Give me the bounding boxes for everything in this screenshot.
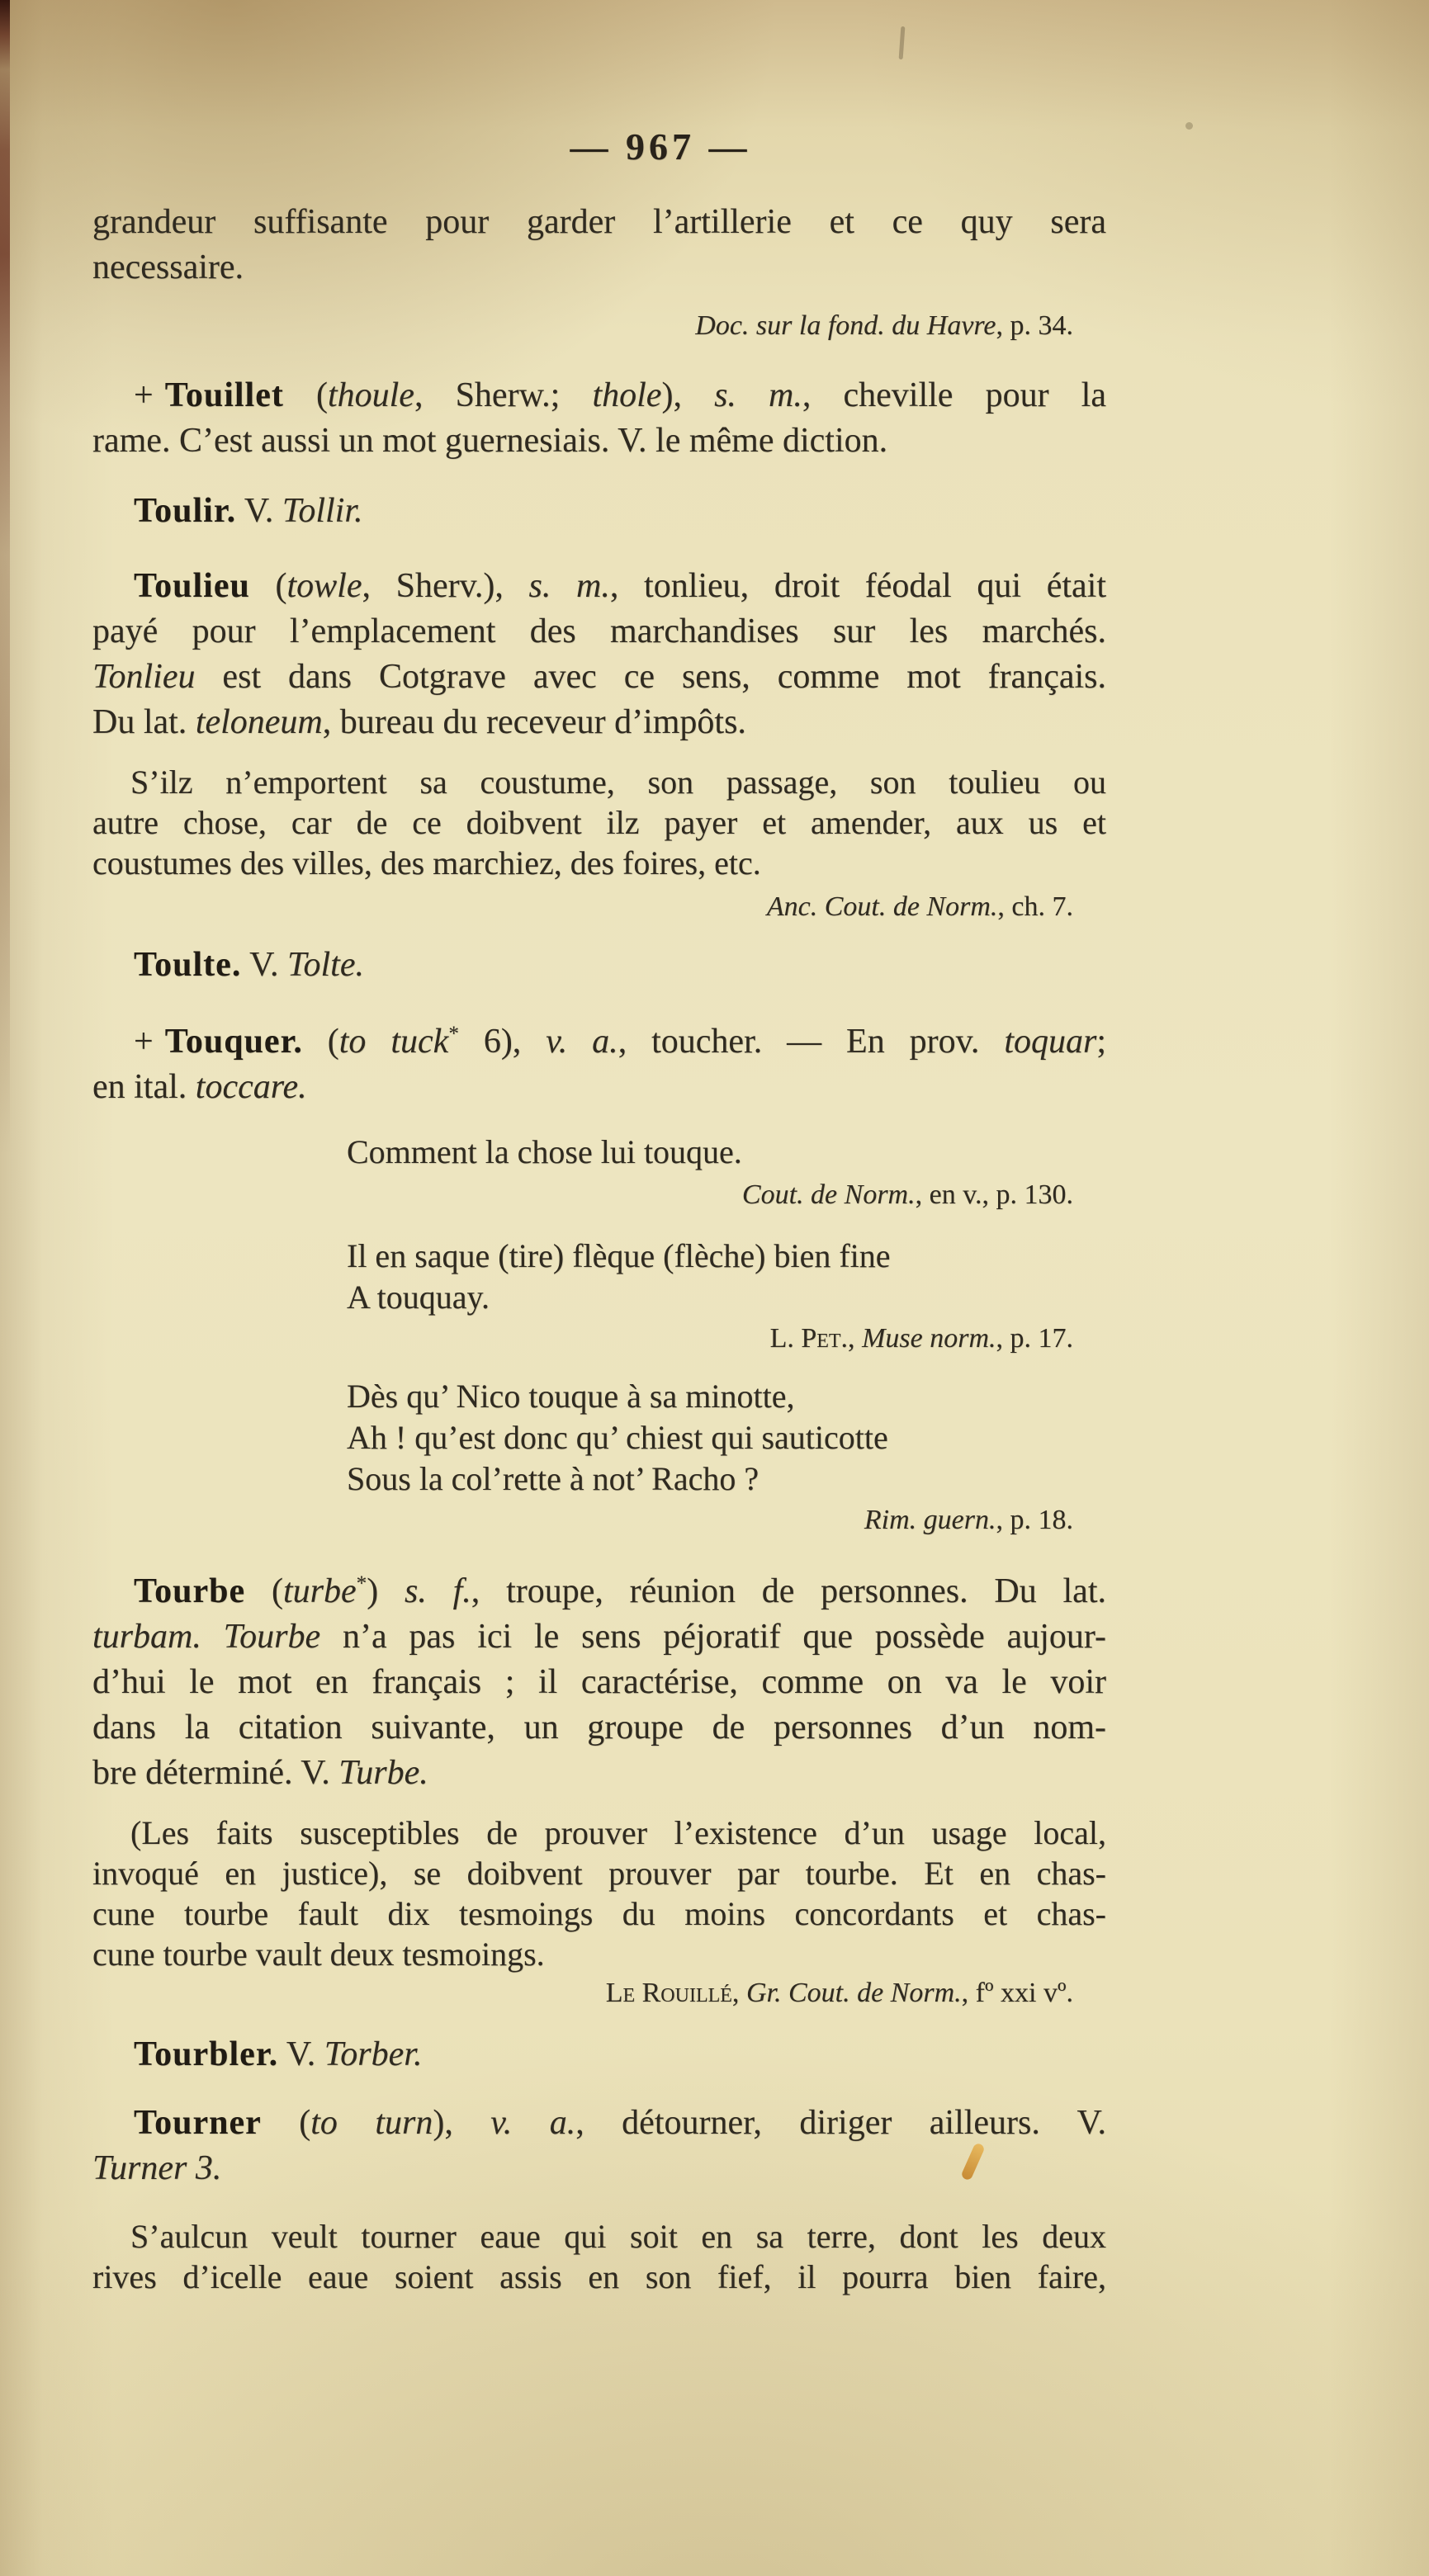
text-line [92, 802, 1106, 843]
text-fragment: V. [241, 946, 287, 984]
italic-fragment: to tuck [338, 1023, 449, 1061]
entry-touillet [92, 373, 1106, 464]
dagger-symbol: + [134, 1023, 154, 1061]
quote-saulcun [92, 2216, 1106, 2297]
text-fragment: , cheville pour la [802, 376, 1106, 414]
text-fragment: dans la citation suivante, un groupe de personnes d’un nom- [92, 1709, 1106, 1746]
citation-source: Gr. Cout. de Norm. [739, 1978, 962, 2008]
text-line [92, 373, 1106, 418]
text-fragment: cune tourbe vault deux tesmoings. [92, 1936, 545, 1973]
text-fragment: Sous la col’rette à not’ Racho ? [347, 1460, 759, 1497]
text-fragment: ), [433, 2104, 491, 2142]
citation-source: Rim. guern. [864, 1505, 996, 1535]
text-line [92, 245, 1106, 291]
entry-tourbe [92, 1561, 1106, 1796]
text-fragment: (Les faits susceptibles de prouver l’existence d’un usage local, [130, 1814, 1106, 1851]
text-fragment: S’aulcun veult tourner eaue qui soit en sa terre, dont les deux [130, 2218, 1106, 2255]
cross-reference: Tolte. [287, 946, 364, 984]
citation-page: , ch. 7. [997, 891, 1073, 922]
entry-toulte [92, 943, 1106, 988]
citation-source: Cout. de Norm. [741, 1179, 916, 1210]
entry-tourbler [92, 2032, 1106, 2077]
verse-line [347, 1236, 1106, 1277]
italic-fragment: v. a. [546, 1023, 618, 1061]
text-fragment: A touquay. [347, 1279, 490, 1316]
citation-page: , fº xxi vº. [961, 1978, 1073, 2008]
quote-comment [347, 1132, 1106, 1173]
citation-muse-norm [92, 1321, 1106, 1356]
scan-speck [1185, 122, 1193, 130]
quote-les-faits [92, 1813, 1106, 1974]
text-fragment: V. [236, 492, 282, 530]
text-line [92, 762, 1106, 802]
text-fragment: V. [278, 2035, 324, 2073]
continued-paragraph [92, 200, 1106, 291]
cross-reference: Turner 3. [92, 2149, 222, 2187]
gutter-shadow [0, 0, 10, 1156]
text-fragment: Dès qu’ Nico touque à sa minotte, [347, 1378, 795, 1415]
text-fragment: Il en saque (tire) flèque (flèche) bien fine [347, 1237, 891, 1274]
citation-page: , p. 18. [996, 1505, 1073, 1535]
headword: Touquer. [164, 1023, 303, 1061]
italic-fragment: s. f. [404, 1572, 471, 1610]
text-line [92, 843, 1106, 883]
citation-source: Doc. sur la fond. du Havre [695, 310, 996, 341]
italic-fragment: v. a. [490, 2104, 576, 2142]
entry-toulir [92, 489, 1106, 534]
text-line [92, 2101, 1106, 2146]
text-fragment: ( [302, 1023, 339, 1061]
text-fragment: ( [249, 567, 287, 605]
text-line [92, 943, 1106, 988]
italic-fragment: towle [286, 567, 362, 605]
quote-silz [92, 762, 1106, 883]
quote-il-en-saque [347, 1236, 1106, 1318]
text-fragment: , bureau du receveur d’impôts. [322, 703, 746, 741]
citation-source: Anc. Cout. de Norm. [766, 891, 998, 922]
headword: Tourbler. [134, 2035, 279, 2073]
text-fragment: 6), [458, 1023, 547, 1061]
text-line [92, 200, 1106, 245]
text-fragment: bre déterminé. V. [92, 1754, 339, 1792]
text-fragment: ), [661, 376, 715, 414]
text-fragment: d’hui le mot en français ; il caractérise, comme on va le voir [92, 1663, 1106, 1701]
text-line [92, 609, 1106, 655]
text-fragment: , toucher. — En prov. [617, 1023, 1005, 1061]
text-fragment: S’ilz n’emportent sa coustume, son passage, son toulieu ou [130, 763, 1106, 801]
text-line [92, 1660, 1106, 1705]
text-line [92, 1813, 1106, 1853]
verse-line [347, 1458, 1106, 1500]
text-line [92, 2257, 1106, 2297]
text-fragment: autre chose, car de ce doibvent ilz payer et amender, aux us et [92, 804, 1106, 841]
text-fragment: , troupe, réunion de personnes. Du lat. [471, 1572, 1106, 1610]
text-line [92, 1065, 1106, 1110]
text-line [92, 1751, 1106, 1796]
italic-fragment: s. m. [714, 376, 802, 414]
italic-fragment: to turn [310, 2104, 433, 2142]
text-fragment: necessaire. [92, 248, 244, 286]
text-fragment: rives d’icelle eaue soient assis en son fief, il pourra bien faire, [92, 2258, 1106, 2295]
text-fragment: , Sherv.), [362, 567, 529, 605]
verse-line [347, 1376, 1106, 1417]
text-fragment: n’a pas ici le sens péjoratif que possède aujour- [320, 1618, 1106, 1656]
text-block [92, 124, 1106, 2297]
text-line [92, 655, 1106, 700]
cross-reference: Torber. [324, 2035, 423, 2073]
text-fragment: coustumes des villes, des marchiez, des foires, etc. [92, 844, 761, 882]
italic-fragment: teloneum [195, 703, 323, 741]
citation-author: Le Rouillé, [605, 1978, 740, 2008]
citation-le-rouille [92, 1976, 1106, 2011]
headword: Toulte. [134, 946, 242, 984]
headword: Toulieu [134, 567, 250, 605]
text-line [92, 2146, 1106, 2191]
text-fragment: Ah ! qu’est donc qu’ chiest qui sauticotte [347, 1419, 888, 1456]
italic-fragment: Tonlieu [92, 658, 196, 696]
text-fragment: ( [261, 2104, 311, 2142]
italic-fragment: turbam. Tourbe [92, 1618, 321, 1656]
cross-reference: Turbe. [338, 1754, 428, 1792]
text-line [92, 1893, 1106, 1934]
text-line [92, 2032, 1106, 2077]
text-fragment: ( [245, 1572, 283, 1610]
dagger-symbol: + [134, 376, 154, 414]
text-fragment: , détourner, diriger ailleurs. V. [575, 2104, 1106, 2142]
italic-fragment: thoule [327, 376, 414, 414]
text-fragment: ) [367, 1572, 405, 1610]
citation-anc-cout-norm [92, 890, 1106, 924]
cross-reference: Tollir. [282, 492, 363, 530]
text-line [92, 2216, 1106, 2257]
text-line [92, 1011, 1106, 1065]
page-number: — 967 — [570, 125, 751, 168]
entry-touquer [92, 1011, 1106, 1110]
text-line [92, 1934, 1106, 1974]
headword: Touillet [164, 376, 284, 414]
text-fragment: ( [283, 376, 328, 414]
text-fragment: , tonlieu, droit féodal qui était [609, 567, 1106, 605]
scan-speck [899, 26, 906, 59]
text-fragment: , Sherw.; [414, 376, 593, 414]
superscript-asterisk: * [448, 1023, 459, 1045]
text-fragment: en ital. [92, 1068, 196, 1106]
text-line [92, 489, 1106, 534]
citation-page: , en v., p. 130. [915, 1179, 1073, 1210]
citation-author: L. Pet., [769, 1323, 855, 1354]
italic-fragment: turbe [282, 1572, 357, 1610]
text-fragment: Du lat. [92, 703, 196, 741]
text-line [92, 418, 1106, 464]
italic-fragment: thole [592, 376, 662, 414]
citation-source: Muse norm. [854, 1323, 996, 1354]
headword: Tourbe [134, 1572, 246, 1610]
text-fragment: cune tourbe fault dix tesmoings du moins concordants et chas- [92, 1895, 1106, 1932]
entry-toulieu [92, 564, 1106, 745]
verse-line [347, 1417, 1106, 1458]
text-fragment: payé pour l’emplacement des marchandises sur les marchés. [92, 612, 1106, 650]
headword: Tourner [134, 2104, 262, 2142]
quote-des-qu-nico [347, 1376, 1106, 1500]
citation-doc-havre [92, 309, 1106, 343]
italic-fragment: toccare. [195, 1068, 307, 1106]
text-fragment: ; [1096, 1023, 1106, 1061]
citation-cout-norm [92, 1178, 1106, 1212]
text-line [92, 1614, 1106, 1660]
text-line [92, 564, 1106, 609]
italic-fragment: s. m. [528, 567, 610, 605]
text-fragment: grandeur suffisante pour garder l’artillerie et ce quy sera [92, 203, 1106, 241]
text-line [92, 1561, 1106, 1614]
verse-line [347, 1132, 1106, 1173]
text-fragment: invoqué en justice), se doibvent prouver par tourbe. Et en chas- [92, 1855, 1106, 1892]
verse-line [347, 1277, 1106, 1318]
text-line [92, 1705, 1106, 1751]
citation-rim-guern [92, 1503, 1106, 1538]
text-fragment: Comment la chose lui touque. [347, 1133, 742, 1170]
text-fragment: rame. C’est aussi un mot guernesiais. V. le même diction. [92, 422, 888, 460]
citation-page: , p. 17. [996, 1323, 1073, 1354]
superscript-asterisk: * [356, 1572, 367, 1595]
text-line [92, 1853, 1106, 1893]
text-fragment: est dans Cotgrave avec ce sens, comme mot français. [195, 658, 1106, 696]
italic-fragment: toquar [1004, 1023, 1097, 1061]
citation-page: , p. 34. [996, 310, 1073, 341]
text-line [92, 700, 1106, 745]
headword: Toulir. [134, 492, 237, 530]
entry-tourner [92, 2101, 1106, 2191]
